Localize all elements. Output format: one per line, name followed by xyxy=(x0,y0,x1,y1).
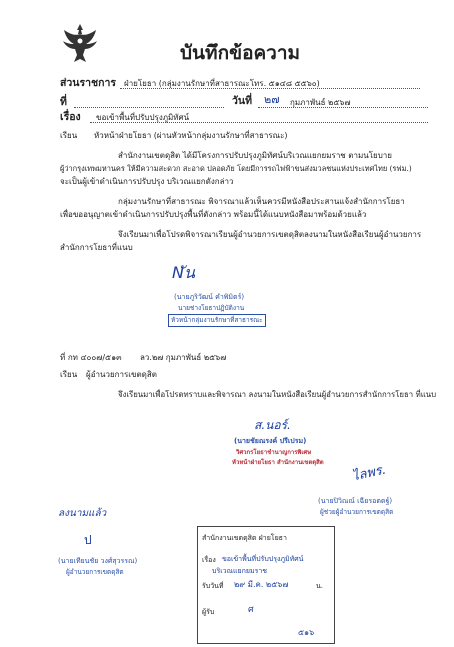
date-label: วันที่ xyxy=(232,95,252,107)
receipt-stamp xyxy=(197,526,335,644)
date-rest: กุมภาพันธ์ ๒๕๖๗ xyxy=(290,98,351,107)
para1-line3: จะเป็นผู้เข้าดำเนินการปรับปรุง บริเวณแยกดังกล่าว xyxy=(60,177,234,186)
agency-value: ฝ่ายโยธา (กลุ่มงานรักษาที่สาธารณะโทร. ๕๑๔๘ ๕๕๖๐) xyxy=(124,79,320,88)
para2-line2: เพื่อขออนุญาตเข้าดำเนินการปรับปรุงพื้นที่ดังกล่าว พร้อมนี้ได้แนบหนังสือมาพร้อมด้วยแล้ว xyxy=(60,210,367,219)
stamp-subject-line2: บริเวณแยกยมราช xyxy=(212,567,268,575)
director-name: (นายเทียนชัย วงศ์สุวรรณ) xyxy=(58,557,138,565)
third-signer-position: ผู้ช่วยผู้อำนวยการเขตดุสิต xyxy=(320,508,394,516)
subject-value: ขอเข้าพื้นที่ปรับปรุงภูมิทัศน์ xyxy=(96,113,190,122)
forward-ref: ที่ กท ๔๐๐๗/๕๑๓ xyxy=(60,353,122,362)
ref-line xyxy=(74,107,224,108)
third-signature: ไลพร. xyxy=(350,462,388,485)
forward-date: ลว.๒๗ กุมภาพันธ์ ๒๕๖๗ xyxy=(140,353,227,362)
first-signer-position1: นายช่างโยธาปฏิบัติงาน xyxy=(178,304,245,312)
director-mark: ป xyxy=(84,533,92,547)
first-signer-name: (นายภูริวัฒน์ คำพิมิตร์) xyxy=(174,293,245,301)
para1-line1: สำนักงานเขตดุสิต ได้มีโครงการปรับปรุงภูมิทัศน์บริเวณแยกยมราช ตามนโยบาย xyxy=(118,151,392,160)
garuda-emblem xyxy=(60,22,100,66)
second-signer-position2: หัวหน้าฝ่ายโยธา สำนักงานเขตดุสิต xyxy=(232,459,324,466)
first-signature: Nัน xyxy=(172,263,195,282)
ref-label: ที่ xyxy=(60,96,67,108)
forward-closing: จึงเรียนมาเพื่อโปรดทราบและพิจารณา ลงนามในหนังสือเรียนผู้อำนวยการสำนักการโยธา ที่แนบ xyxy=(118,390,437,399)
second-signer-position1: วิศวกรโยธาชำนาญการพิเศษ xyxy=(236,449,312,456)
subject-label: เรื่อง xyxy=(60,111,81,123)
stamp-time-suffix: น. xyxy=(316,582,324,590)
date-day: ๒๗ xyxy=(264,93,280,106)
para1-line2: ผู้ว่ากรุงเทพมหานคร ให้มีความสะดวก สะอาด ปลอดภัย โดยมีการรถไฟฟ้าขนส่งมวลชนแห่งประเทศไทย (รฟม.) xyxy=(60,164,412,173)
memo-title: บันทึกข้อความ xyxy=(180,42,301,64)
stamp-subject-value: ขอเข้าพื้นที่ปรับปรุงภูมิทัศน์ xyxy=(222,555,304,563)
salutation-value: หัวหน้าฝ่ายโยธา (ผ่านหัวหน้ากลุ่มงานรักษาที่สาธารณะ) xyxy=(94,131,288,140)
third-signer-name: (นายปิวิณณ์ เฉียรอตตฐ์) xyxy=(318,497,393,505)
salutation-label: เรียน xyxy=(60,131,78,140)
agency-label: ส่วนราชการ xyxy=(60,77,117,89)
stamp-receiver-label: ผู้รับ xyxy=(202,608,215,616)
para3-line2: สำนักการโยธาที่แนบ xyxy=(60,243,133,252)
para3-line1: จึงเรียนมาเพื่อโปรดพิจารณาเรียนผู้อำนวยการเขตดุสิตลงนามในหนังสือเรียนผู้อำนวยการ xyxy=(118,230,422,239)
forward-salutation-label: เรียน xyxy=(60,370,78,379)
para2-line1: กลุ่มงานรักษาที่สาธารณะ พิจารณาแล้วเห็นควรมีหนังสือประสานแจ้งสำนักการโยธา xyxy=(118,197,405,206)
first-signer-position2: หัวหน้ากลุ่มงานรักษาที่สาธารณะ xyxy=(168,314,266,327)
signed-note: ลงนามแล้ว xyxy=(58,508,107,519)
second-signature: ส.นอร์. xyxy=(254,418,291,432)
forward-salutation-value: ผู้อำนวยการเขตดุสิต xyxy=(86,370,157,379)
director-position: ผู้อำนวยการเขตดุสิต xyxy=(66,568,124,576)
stamp-receiver-value: ศ xyxy=(248,605,254,615)
stamp-page-mark: ๕๑๖ xyxy=(298,628,315,637)
stamp-received-label: รับวันที่ xyxy=(202,582,224,590)
second-signer-name: (นายชัยณรงค์ ปรีเปรม) xyxy=(234,437,307,445)
stamp-line1: สำนักงานเขตดุสิต ฝ่ายโยธา xyxy=(202,534,287,542)
stamp-received-value: ๒๙ มี.ค. ๒๕๖๗ xyxy=(234,580,289,589)
stamp-subject-label: เรื่อง xyxy=(202,556,216,564)
